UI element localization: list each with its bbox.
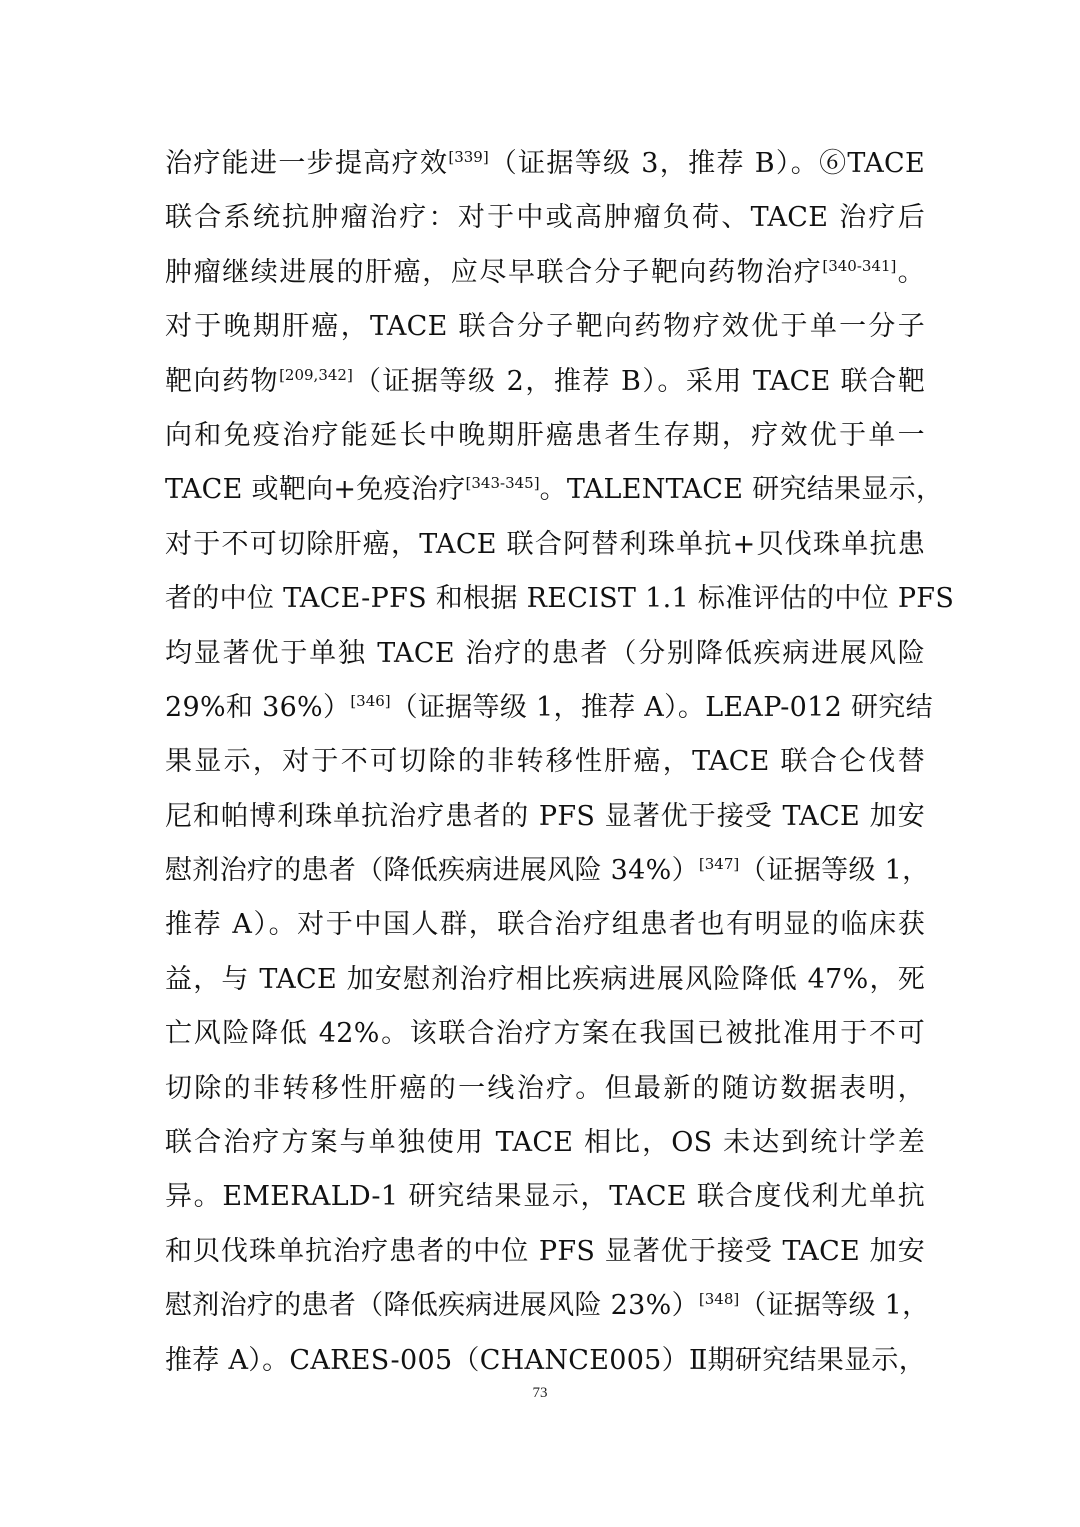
text-line (165, 191, 925, 245)
page-number: 73 (532, 1385, 548, 1401)
text-segment: （证据等级 1， (739, 855, 930, 887)
text-line (165, 1334, 925, 1388)
text-segment: 29%和 36%） (165, 691, 351, 723)
text-segment: 治疗能进一步提高疗效 (165, 148, 449, 179)
text-line (165, 518, 925, 572)
text-line (165, 463, 944, 517)
text-segment: 。TALENTACE 研究结果显示， (539, 474, 944, 506)
body-text (165, 137, 955, 1388)
text-line (165, 1007, 925, 1061)
text-segment: 亡风险降低 42%。该联合治疗方案在我国已被批准用于不可 (165, 1018, 925, 1050)
text-line (165, 355, 925, 409)
text-segment: 慰剂治疗的患者（降低疾病进展风险 34%） (165, 855, 699, 887)
text-line (165, 627, 925, 681)
text-segment: 和贝伐珠单抗治疗患者的中位 PFS 显著优于接受 TACE 加安 (165, 1235, 925, 1267)
text-segment: 推荐 A）。对于中国人群，联合治疗组患者也有明显的临床获 (165, 909, 925, 941)
citation-reference: [347] (698, 855, 740, 874)
text-line (165, 681, 933, 735)
text-segment: 对于不可切除肝癌，TACE 联合阿替利珠单抗+贝伐珠单抗患 (165, 528, 925, 560)
text-line (165, 1116, 925, 1170)
text-segment: （证据等级 1，推荐 A）。LEAP-012 研究结 (390, 691, 933, 723)
text-line (165, 1170, 925, 1224)
text-segment: （证据等级 1， (739, 1290, 930, 1322)
text-segment: （证据等级 3，推荐 B）。⑥TACE (488, 148, 925, 179)
text-line (165, 300, 925, 354)
text-line (165, 844, 930, 898)
text-line (165, 137, 925, 191)
text-line (165, 246, 925, 300)
citation-reference: [346] (350, 691, 391, 710)
text-line (165, 1225, 925, 1279)
text-segment: 尼和帕博利珠单抗治疗患者的 PFS 显著优于接受 TACE 加安 (165, 800, 925, 832)
citation-reference: [340-341] (822, 256, 897, 275)
text-line (165, 735, 925, 789)
text-segment: （证据等级 2，推荐 B）。采用 TACE 联合靶 (352, 365, 926, 397)
citation-reference: [348] (698, 1290, 740, 1309)
text-segment: 切除的非转移性肝癌的一线治疗。但最新的随访数据表明， (165, 1072, 925, 1104)
text-segment: 联合系统抗肿瘤治疗：对于中或高肿瘤负荷、TACE 治疗后 (165, 202, 925, 234)
text-segment: 果显示，对于不可切除的非转移性肝癌，TACE 联合仑伐替 (165, 746, 925, 778)
text-segment: 推荐 A）。CARES-005（CHANCE005）Ⅱ期研究结果显示， (165, 1344, 927, 1376)
text-line (165, 1062, 925, 1116)
text-line (165, 572, 955, 626)
text-segment: 者的中位 TACE-PFS 和根据 RECIST 1.1 标准评估的中位 PFS (165, 583, 955, 615)
text-segment: 对于晚期肝癌，TACE 联合分子靶向药物疗效优于单一分子 (165, 311, 925, 343)
text-segment: 益，与 TACE 加安慰剂治疗相比疾病进展风险降低 47%，死 (165, 963, 925, 995)
citation-reference: [343-345] (465, 474, 540, 493)
citation-reference: [339] (448, 148, 489, 166)
text-segment: 异。EMERALD-1 研究结果显示，TACE 联合度伐利尤单抗 (165, 1181, 925, 1213)
text-segment: 肿瘤继续进展的肝癌，应尽早联合分子靶向药物治疗 (165, 256, 823, 288)
text-line (165, 790, 925, 844)
text-segment: 向和免疫治疗能延长中晚期肝癌患者生存期，疗效优于单一 (165, 419, 925, 451)
text-line (165, 409, 925, 463)
text-segment: 。 (896, 256, 925, 288)
text-segment: 慰剂治疗的患者（降低疾病进展风险 23%） (165, 1290, 699, 1322)
text-segment: 联合治疗方案与单独使用 TACE 相比，OS 未达到统计学差 (165, 1127, 925, 1159)
text-segment: 靶向药物 (165, 365, 280, 397)
text-segment: TACE 或靶向+免疫治疗 (165, 474, 466, 506)
citation-reference: [209,342] (279, 365, 353, 384)
text-line (165, 1279, 930, 1333)
text-line (165, 898, 925, 952)
text-segment: 均显著优于单独 TACE 治疗的患者（分别降低疾病进展风险 (165, 637, 925, 669)
text-line (165, 953, 925, 1007)
